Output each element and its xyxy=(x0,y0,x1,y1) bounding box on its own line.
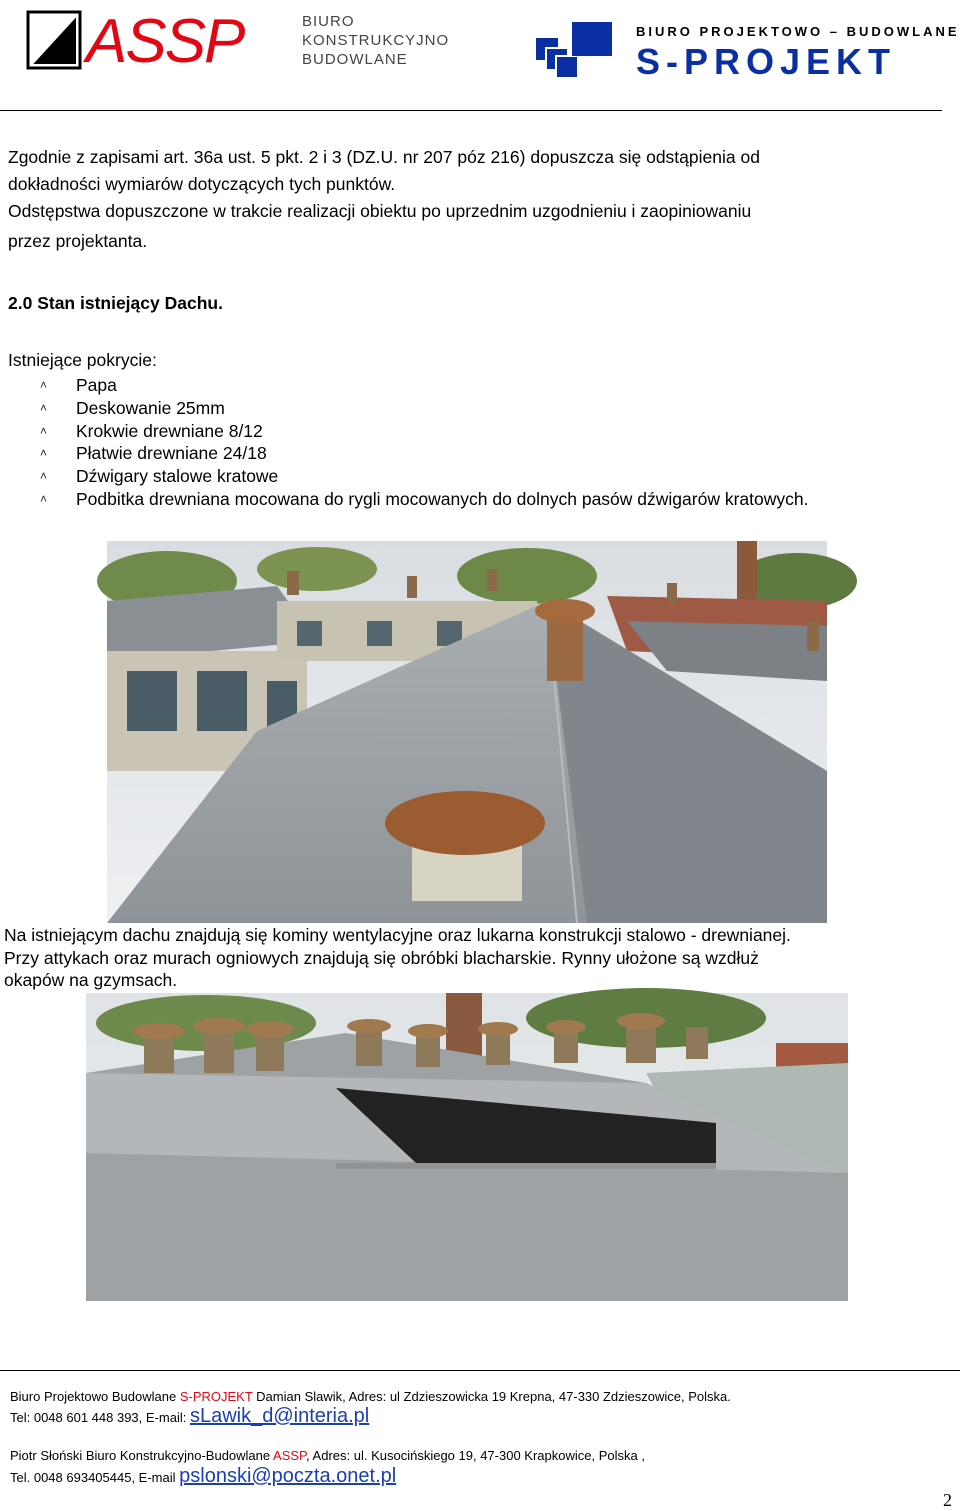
list-item: ˄ Podbitka drewniana mocowana do rygli mocowanych do dolnych pasów dźwigarów kratowych. xyxy=(40,488,809,509)
svg-text:ASSP: ASSP xyxy=(86,7,244,76)
email-link[interactable]: sLawik_d@interia.pl xyxy=(189,1405,370,1427)
paragraph-line-2: dokładności wymiarów dotyczących tych punktów. xyxy=(8,174,396,194)
paragraph-line-4: przez projektanta. xyxy=(8,231,148,251)
footer-line-3: Piotr Słoński Biuro Konstrukcyjno-Budowlane ASSP, Adres: ul. Kusocińskiego 19, 47-300 Krapkowice, Polska , xyxy=(10,1448,645,1463)
svg-text:S-PROJEKT: S-PROJEKT xyxy=(636,41,897,82)
s-projekt-logo xyxy=(532,14,960,82)
paragraph-line-1: Zgodnie z zapisami art. 36a ust. 5 pkt. 2 i 3 (DZ.U. nr 207 póz 216) dopuszcza się odstąpienia od xyxy=(8,147,760,167)
list-item: ˄ Krokwie drewniane 8/12 xyxy=(40,420,263,441)
footer-line-1: Biuro Projektowo Budowlane S-PROJEKT Damian Slawik, Adres: ul Zdzieszowicka 19 Krepna, 47-330 Zdzieszowice, Polska. xyxy=(10,1389,731,1404)
caret-bullet-icon: ˄ xyxy=(40,491,48,506)
caret-bullet-icon: ˄ xyxy=(40,469,48,484)
footer-divider xyxy=(0,1370,960,1371)
footer-line-4: Tel. 0048 693405445, E-mail pslonski@poczta.onet.pl xyxy=(10,1465,397,1487)
roof-layers-list xyxy=(40,374,808,511)
caret-bullet-icon: ˄ xyxy=(40,400,48,415)
page-number: 2 xyxy=(943,1490,952,1510)
caret-bullet-icon: ˄ xyxy=(40,378,48,392)
footer-line-2: Tel: 0048 601 448 393, E-mail: sLawik_d@interia.pl xyxy=(10,1405,370,1427)
list-item: ˄ Płatwie drewniane 24/18 xyxy=(40,443,267,464)
list-item: ˄ Dźwigary stalowe kratowe xyxy=(40,466,279,487)
roof-photo-2 xyxy=(86,993,848,1301)
svg-text:KONSTRUKCYJNO: KONSTRUKCYJNO xyxy=(302,32,450,49)
caret-bullet-icon: ˄ xyxy=(40,446,48,461)
roof-photo-1 xyxy=(107,541,827,923)
svg-text:BIURO: BIURO xyxy=(302,13,355,30)
email-link[interactable]: pslonski@poczta.onet.pl xyxy=(179,1465,397,1487)
list-item: ˄ Papa xyxy=(40,375,117,395)
caret-bullet-icon: ˄ xyxy=(40,423,48,438)
section-title: 2.0 Stan istniejący Dachu. xyxy=(8,293,223,313)
paragraph-line-3: Odstępstwa dopuszczone w trakcie realizacji obiektu po uprzednim uzgodnieniu i zaopiniowaniu xyxy=(8,201,752,221)
header-divider xyxy=(0,110,942,111)
svg-text:BIURO PROJEKTOWO – BUDOWLANE: BIURO PROJEKTOWO – BUDOWLANE xyxy=(636,24,960,39)
list-item: ˄ Deskowanie 25mm xyxy=(40,397,225,418)
photo-caption: Na istniejącym dachu znajdują się kominy wentylacyjne oraz lukarna konstrukcji stalowo - drewnianej. Przy attykach oraz murach ogniowych znajdują się obróbki blacharskie. Rynny ułożone są wzdłuż okapów na gzymsach. xyxy=(4,925,791,991)
svg-text:BUDOWLANE: BUDOWLANE xyxy=(302,51,408,68)
assp-logo xyxy=(26,4,486,76)
list-heading: Istniejące pokrycie: xyxy=(8,350,157,370)
